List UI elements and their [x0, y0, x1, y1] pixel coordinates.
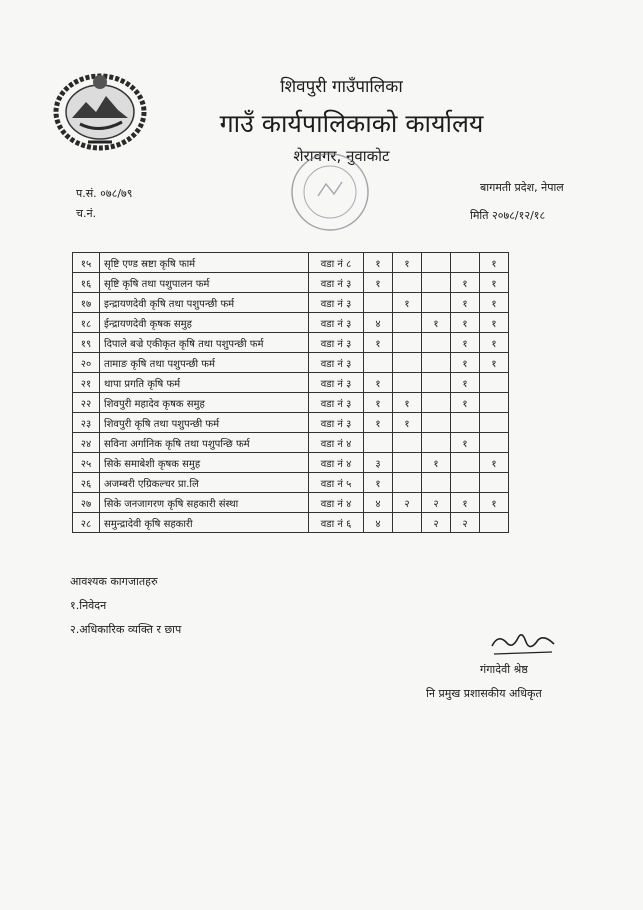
ward-cell: वडा नं ३	[309, 293, 364, 313]
count-cell: १	[364, 373, 393, 393]
ward-cell: वडा नं ३	[309, 353, 364, 373]
count-cell: १	[480, 453, 509, 473]
count-cell	[422, 413, 451, 433]
serial-cell: २६	[73, 473, 100, 493]
documents-heading: आवश्यक कागजातहरु	[70, 575, 158, 588]
count-cell	[480, 513, 509, 533]
count-cell	[480, 373, 509, 393]
name-cell: सिके जनजागरण कृषि सहकारी संस्था	[100, 493, 309, 513]
count-cell	[393, 353, 422, 373]
count-cell: १	[480, 333, 509, 353]
count-cell: २	[393, 493, 422, 513]
serial-cell: २७	[73, 493, 100, 513]
signer-name: गंगादेवी श्रेष्ठ	[480, 663, 528, 676]
count-cell: १	[451, 393, 480, 413]
count-cell: १	[451, 493, 480, 513]
count-cell	[393, 313, 422, 333]
serial-cell: १६	[73, 273, 100, 293]
table-row	[73, 393, 509, 413]
count-cell: ४	[364, 513, 393, 533]
ward-cell: वडा नं ४	[309, 433, 364, 453]
count-cell	[480, 393, 509, 413]
ward-cell: वडा नं ४	[309, 493, 364, 513]
count-cell	[451, 453, 480, 473]
count-cell: १	[451, 333, 480, 353]
count-cell	[480, 473, 509, 493]
serial-cell: २४	[73, 433, 100, 453]
name-cell: शिवपुरी कृषि तथा पशुपन्छी फर्म	[100, 413, 309, 433]
count-cell: १	[422, 453, 451, 473]
name-cell: थापा प्रगति कृषि फर्म	[100, 373, 309, 393]
table-row	[73, 353, 509, 373]
count-cell: १	[451, 353, 480, 373]
ward-cell: वडा नं ५	[309, 473, 364, 493]
count-cell: १	[364, 473, 393, 493]
count-cell	[422, 333, 451, 353]
name-cell: सृष्टि एण्ड स्रष्टा कृषि फार्म	[100, 253, 309, 273]
count-cell	[451, 473, 480, 493]
count-cell	[393, 373, 422, 393]
name-cell: अजम्बरी एग्रिकल्चर प्रा.लि	[100, 473, 309, 493]
table-row	[73, 453, 509, 473]
count-cell	[422, 253, 451, 273]
name-cell: सविना अर्गानिक कृषि तथा पशुपन्छि फर्म	[100, 433, 309, 453]
ward-cell: वडा नं ३	[309, 393, 364, 413]
serial-cell: २५	[73, 453, 100, 473]
count-cell	[422, 353, 451, 373]
count-cell: ४	[364, 493, 393, 513]
count-cell: १	[451, 313, 480, 333]
count-cell	[422, 433, 451, 453]
table-row	[73, 293, 509, 313]
office-seal-stamp	[288, 150, 372, 234]
signer-title: नि प्रमुख प्रशासकीय अधिकृत	[426, 687, 542, 700]
dispatch-number: च.नं.	[76, 207, 97, 220]
count-cell: २	[422, 493, 451, 513]
document-item: २.अधिकारिक व्यक्ति र छाप	[70, 623, 182, 636]
registration-table	[72, 252, 509, 533]
name-cell: तामाङ कृषि तथा पशुपन्छी फर्म	[100, 353, 309, 373]
table-row	[73, 413, 509, 433]
count-cell: १	[393, 253, 422, 273]
count-cell	[422, 473, 451, 493]
count-cell	[422, 373, 451, 393]
count-cell	[393, 453, 422, 473]
count-cell: १	[393, 413, 422, 433]
table-row	[73, 473, 509, 493]
table-row	[73, 493, 509, 513]
count-cell	[451, 413, 480, 433]
count-cell: १	[364, 413, 393, 433]
count-cell: १	[364, 393, 393, 413]
name-cell: शिवपुरी महादेव कृषक समुह	[100, 393, 309, 413]
count-cell	[364, 353, 393, 373]
count-cell: १	[393, 293, 422, 313]
count-cell	[480, 433, 509, 453]
count-cell: २	[451, 513, 480, 533]
table-row	[73, 433, 509, 453]
count-cell: १	[364, 253, 393, 273]
name-cell: सृष्टि कृषि तथा पशुपालन फर्म	[100, 273, 309, 293]
serial-cell: १७	[73, 293, 100, 313]
count-cell: १	[364, 273, 393, 293]
handwritten-signature	[488, 620, 558, 660]
count-cell: १	[480, 253, 509, 273]
ward-cell: वडा नं ३	[309, 333, 364, 353]
table-row	[73, 333, 509, 353]
count-cell: ४	[364, 313, 393, 333]
serial-cell: २०	[73, 353, 100, 373]
table-row	[73, 313, 509, 333]
serial-cell: १८	[73, 313, 100, 333]
letter-date: मिति २०७८/१२/१८	[470, 209, 546, 222]
count-cell: १	[422, 313, 451, 333]
table-row	[73, 253, 509, 273]
office-name: गाउँ कार्यपालिकाको कार्यालय	[219, 109, 484, 138]
ward-cell: वडा नं ६	[309, 513, 364, 533]
reference-number: प.सं. ०७८/७९	[76, 187, 133, 200]
serial-cell: १५	[73, 253, 100, 273]
count-cell: १	[393, 393, 422, 413]
name-cell: ईन्द्रायणदेवी कृषक समुह	[100, 313, 309, 333]
count-cell: १	[480, 293, 509, 313]
serial-cell: २१	[73, 373, 100, 393]
name-cell: इन्द्रायणदेवी कृषि तथा पशुपन्छी फर्म	[100, 293, 309, 313]
count-cell	[393, 433, 422, 453]
count-cell	[364, 293, 393, 313]
ward-cell: वडा नं ३	[309, 313, 364, 333]
name-cell: सिके समाबेशी कृषक समुह	[100, 453, 309, 473]
count-cell	[364, 433, 393, 453]
count-cell	[393, 333, 422, 353]
table-row	[73, 273, 509, 293]
ward-cell: वडा नं ३	[309, 413, 364, 433]
table-row	[73, 513, 509, 533]
count-cell	[393, 513, 422, 533]
count-cell: १	[480, 353, 509, 373]
count-cell: २	[422, 513, 451, 533]
serial-cell: १९	[73, 333, 100, 353]
count-cell: १	[480, 273, 509, 293]
serial-cell: २३	[73, 413, 100, 433]
count-cell: ३	[364, 453, 393, 473]
serial-cell: २२	[73, 393, 100, 413]
name-cell: समुन्द्रादेवी कृषि सहकारी	[100, 513, 309, 533]
office-address: शेरावगर, नुवाकोट	[293, 147, 390, 165]
count-cell: १	[451, 273, 480, 293]
ward-cell: वडा नं ८	[309, 253, 364, 273]
count-cell: १	[451, 373, 480, 393]
count-cell	[393, 273, 422, 293]
count-cell	[480, 413, 509, 433]
count-cell	[451, 253, 480, 273]
province-name: बागमती प्रदेश, नेपाल	[480, 181, 564, 194]
count-cell: १	[480, 493, 509, 513]
name-cell: दिपाले बज्रे एकीकृत कृषि तथा पशुपन्छी फर्म	[100, 333, 309, 353]
ward-cell: वडा नं ४	[309, 453, 364, 473]
table-row	[73, 373, 509, 393]
municipality-name: शिवपुरी गाउँपालिका	[280, 77, 403, 97]
serial-cell: २८	[73, 513, 100, 533]
count-cell: १	[364, 333, 393, 353]
count-cell	[422, 393, 451, 413]
count-cell: १	[451, 293, 480, 313]
count-cell	[422, 273, 451, 293]
ward-cell: वडा नं ३	[309, 373, 364, 393]
count-cell: १	[480, 313, 509, 333]
count-cell	[393, 473, 422, 493]
count-cell	[422, 293, 451, 313]
count-cell: १	[451, 433, 480, 453]
ward-cell: वडा नं ३	[309, 273, 364, 293]
document-item: १.निवेदन	[70, 599, 107, 612]
